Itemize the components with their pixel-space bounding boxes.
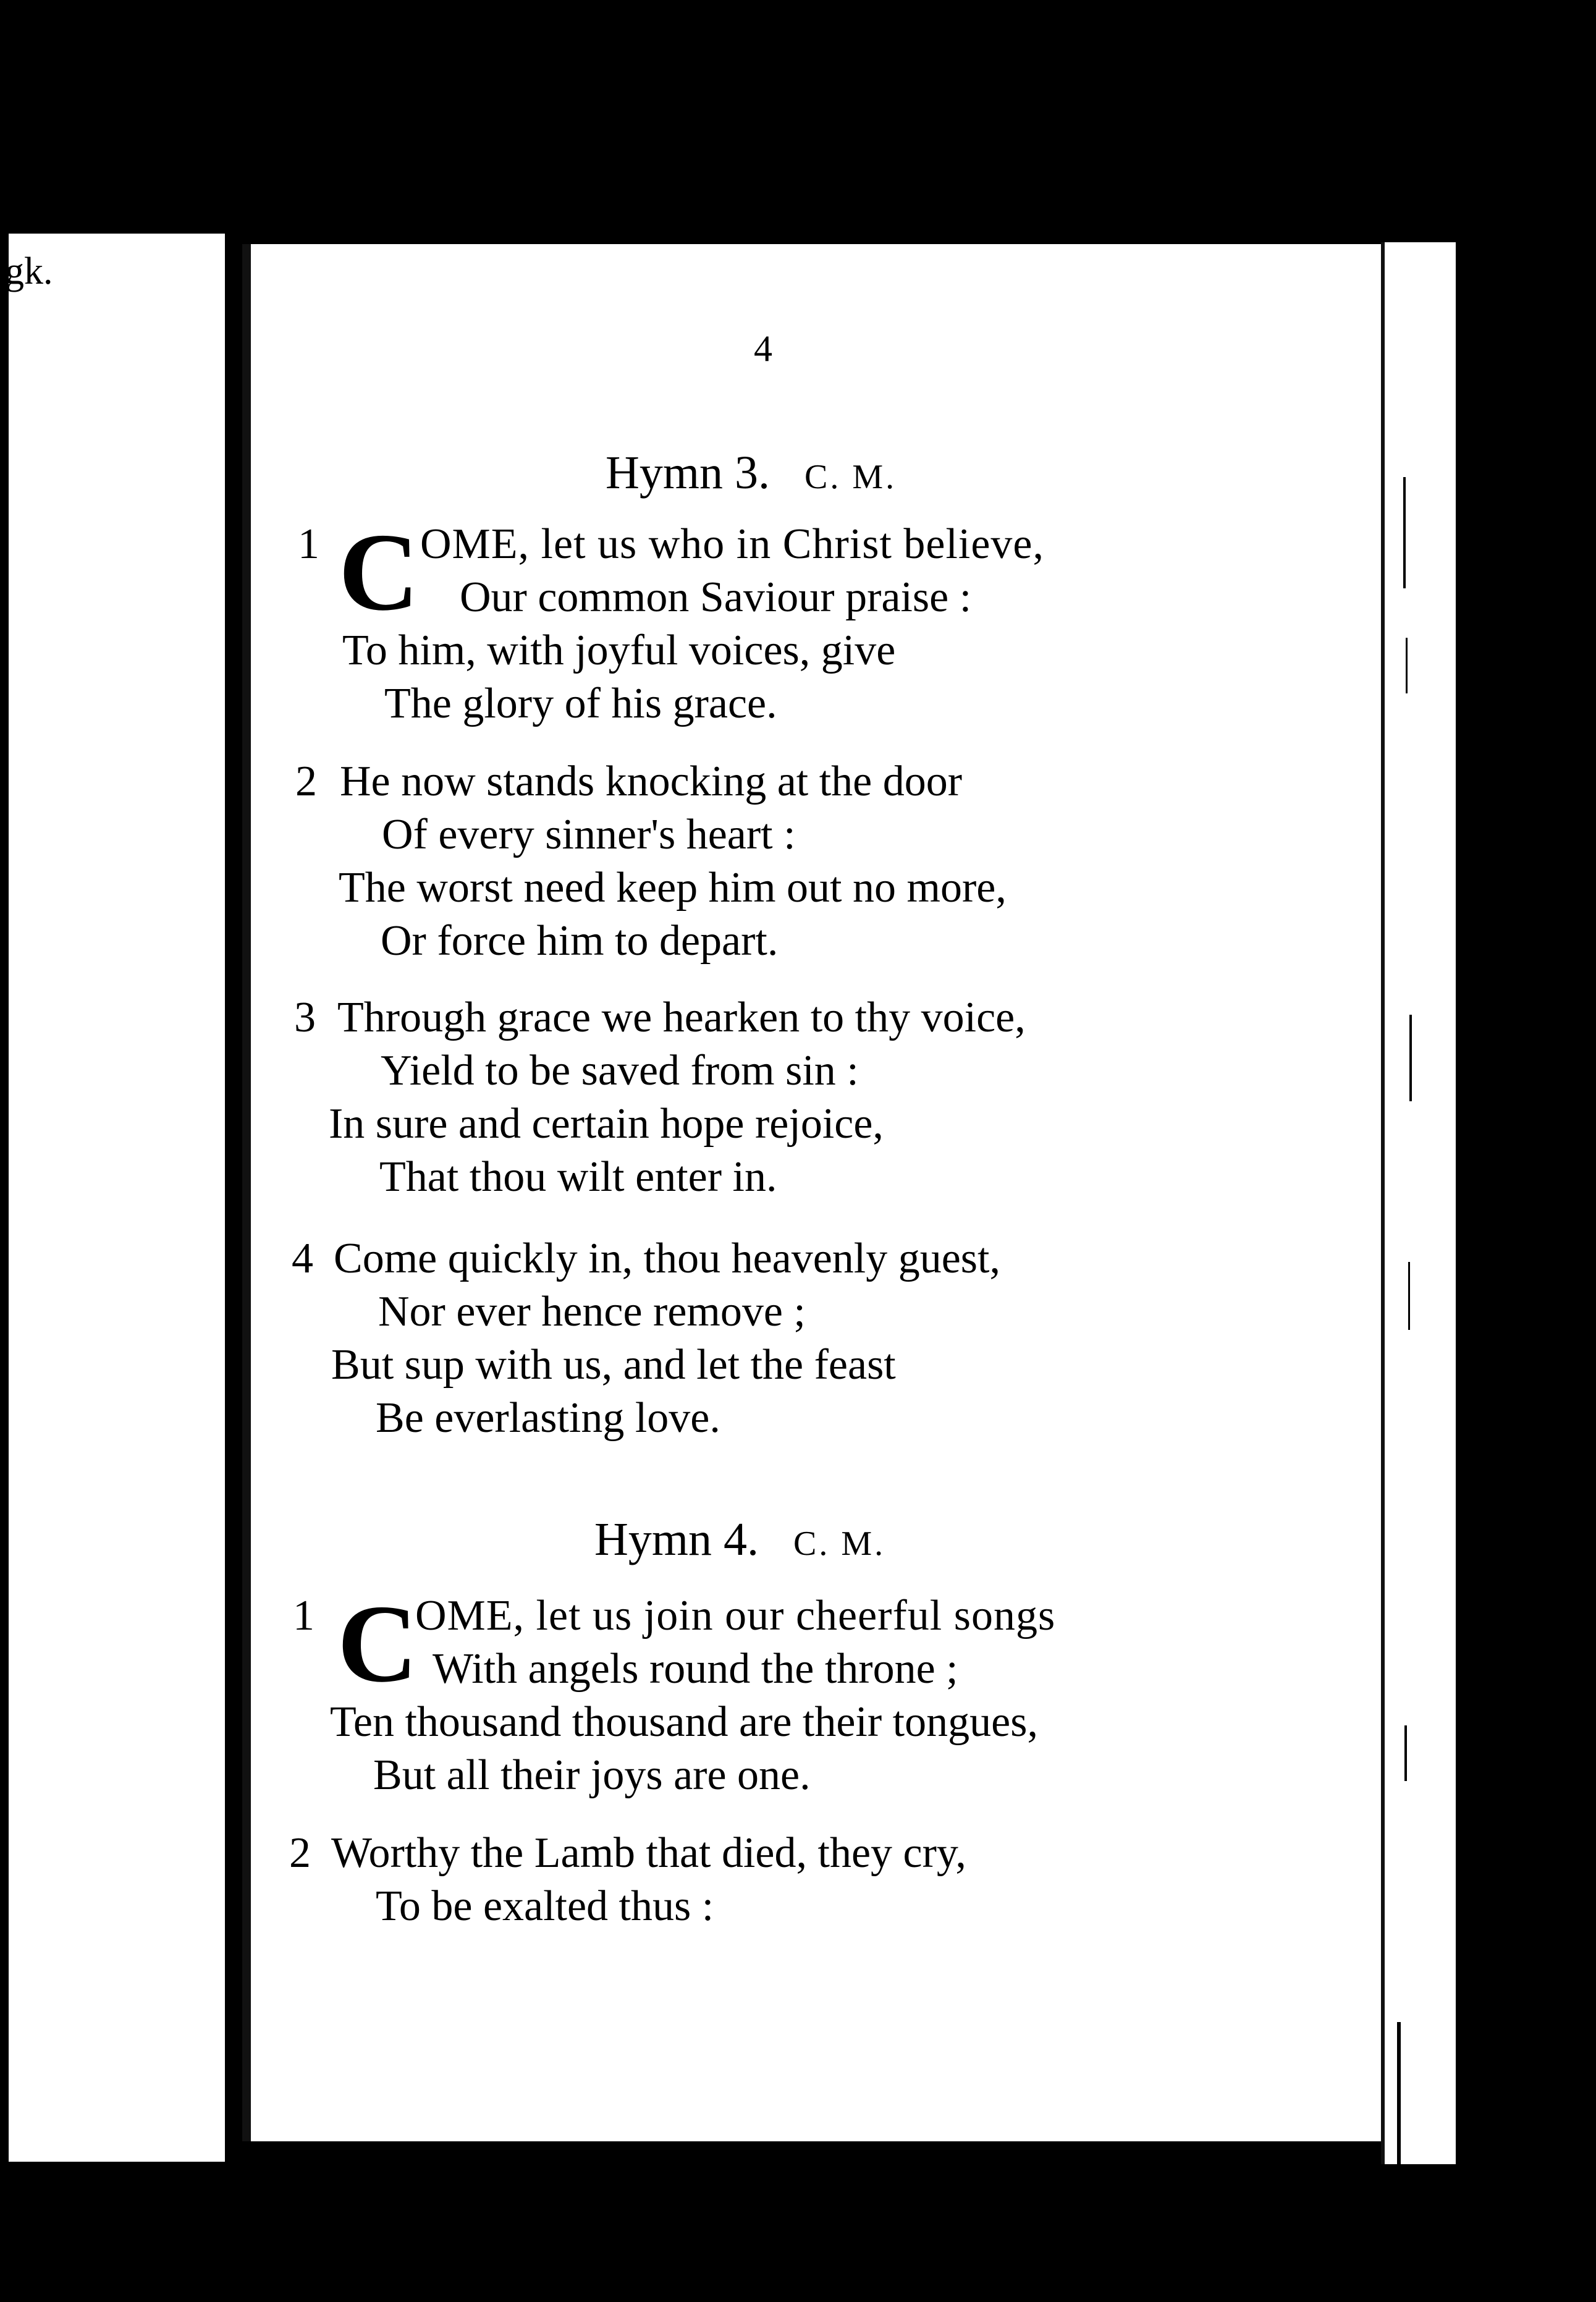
hymn-line: The glory of his grace. bbox=[384, 680, 777, 727]
hymn-line: But all their joys are one. bbox=[373, 1751, 811, 1799]
hymn-heading bbox=[606, 446, 897, 500]
hymn-title: Hymn 3. bbox=[606, 447, 770, 499]
hymn-meter: C. M. bbox=[804, 458, 897, 496]
left-page-fragment: gk. bbox=[5, 250, 53, 292]
hymn-line: With angels round the throne ; bbox=[433, 1645, 958, 1693]
hymn-line: To be exalted thus : bbox=[376, 1882, 714, 1930]
left-page-edge bbox=[9, 234, 225, 2162]
verse-number: 2 bbox=[295, 758, 317, 805]
verse-number: 4 bbox=[292, 1235, 313, 1282]
verse-number: 2 bbox=[289, 1829, 311, 1877]
hymn-line: But sup with us, and let the feast bbox=[331, 1341, 896, 1389]
hymn-title: Hymn 4. bbox=[594, 1513, 759, 1565]
hymn-line: Our common Saviour praise : bbox=[460, 573, 972, 621]
hymn-line: The worst need keep him out no more, bbox=[339, 864, 1007, 912]
drop-cap: C bbox=[339, 510, 419, 633]
hymn-line: OME, let us join our cheerful songs bbox=[415, 1592, 1056, 1640]
hymn-line: That thou wilt enter in. bbox=[379, 1153, 777, 1201]
verse-number: 1 bbox=[298, 520, 319, 568]
hymn-line: Come quickly in, thou heavenly guest, bbox=[334, 1235, 1000, 1282]
hymn-heading bbox=[594, 1513, 885, 1567]
hymn-line: Worthy the Lamb that died, they cry, bbox=[331, 1829, 966, 1877]
hymn-line: Ten thousand thousand are their tongues, bbox=[330, 1698, 1038, 1746]
hymn-line: Nor ever hence remove ; bbox=[378, 1288, 806, 1335]
hymn-line: Or force him to depart. bbox=[381, 917, 779, 965]
right-page-edges bbox=[1381, 242, 1456, 2164]
drop-cap: C bbox=[337, 1582, 418, 1705]
verse-number: 1 bbox=[293, 1592, 315, 1640]
hymn-line: Be everlasting love. bbox=[376, 1394, 720, 1442]
hymn-line: Of every sinner's heart : bbox=[382, 811, 796, 858]
verse-number: 3 bbox=[294, 994, 316, 1041]
hymn-line: He now stands knocking at the door bbox=[340, 758, 963, 805]
hymn-line: Yield to be saved from sin : bbox=[381, 1047, 859, 1094]
hymn-line: Through grace we hearken to thy voice, bbox=[337, 994, 1026, 1041]
hymn-line: OME, let us who in Christ believe, bbox=[420, 520, 1045, 568]
hymn-meter: C. M. bbox=[793, 1525, 886, 1563]
hymn-line: To him, with joyful voices, give bbox=[342, 627, 896, 674]
page-number: 4 bbox=[754, 328, 772, 369]
hymn-line: In sure and certain hope rejoice, bbox=[329, 1100, 884, 1148]
